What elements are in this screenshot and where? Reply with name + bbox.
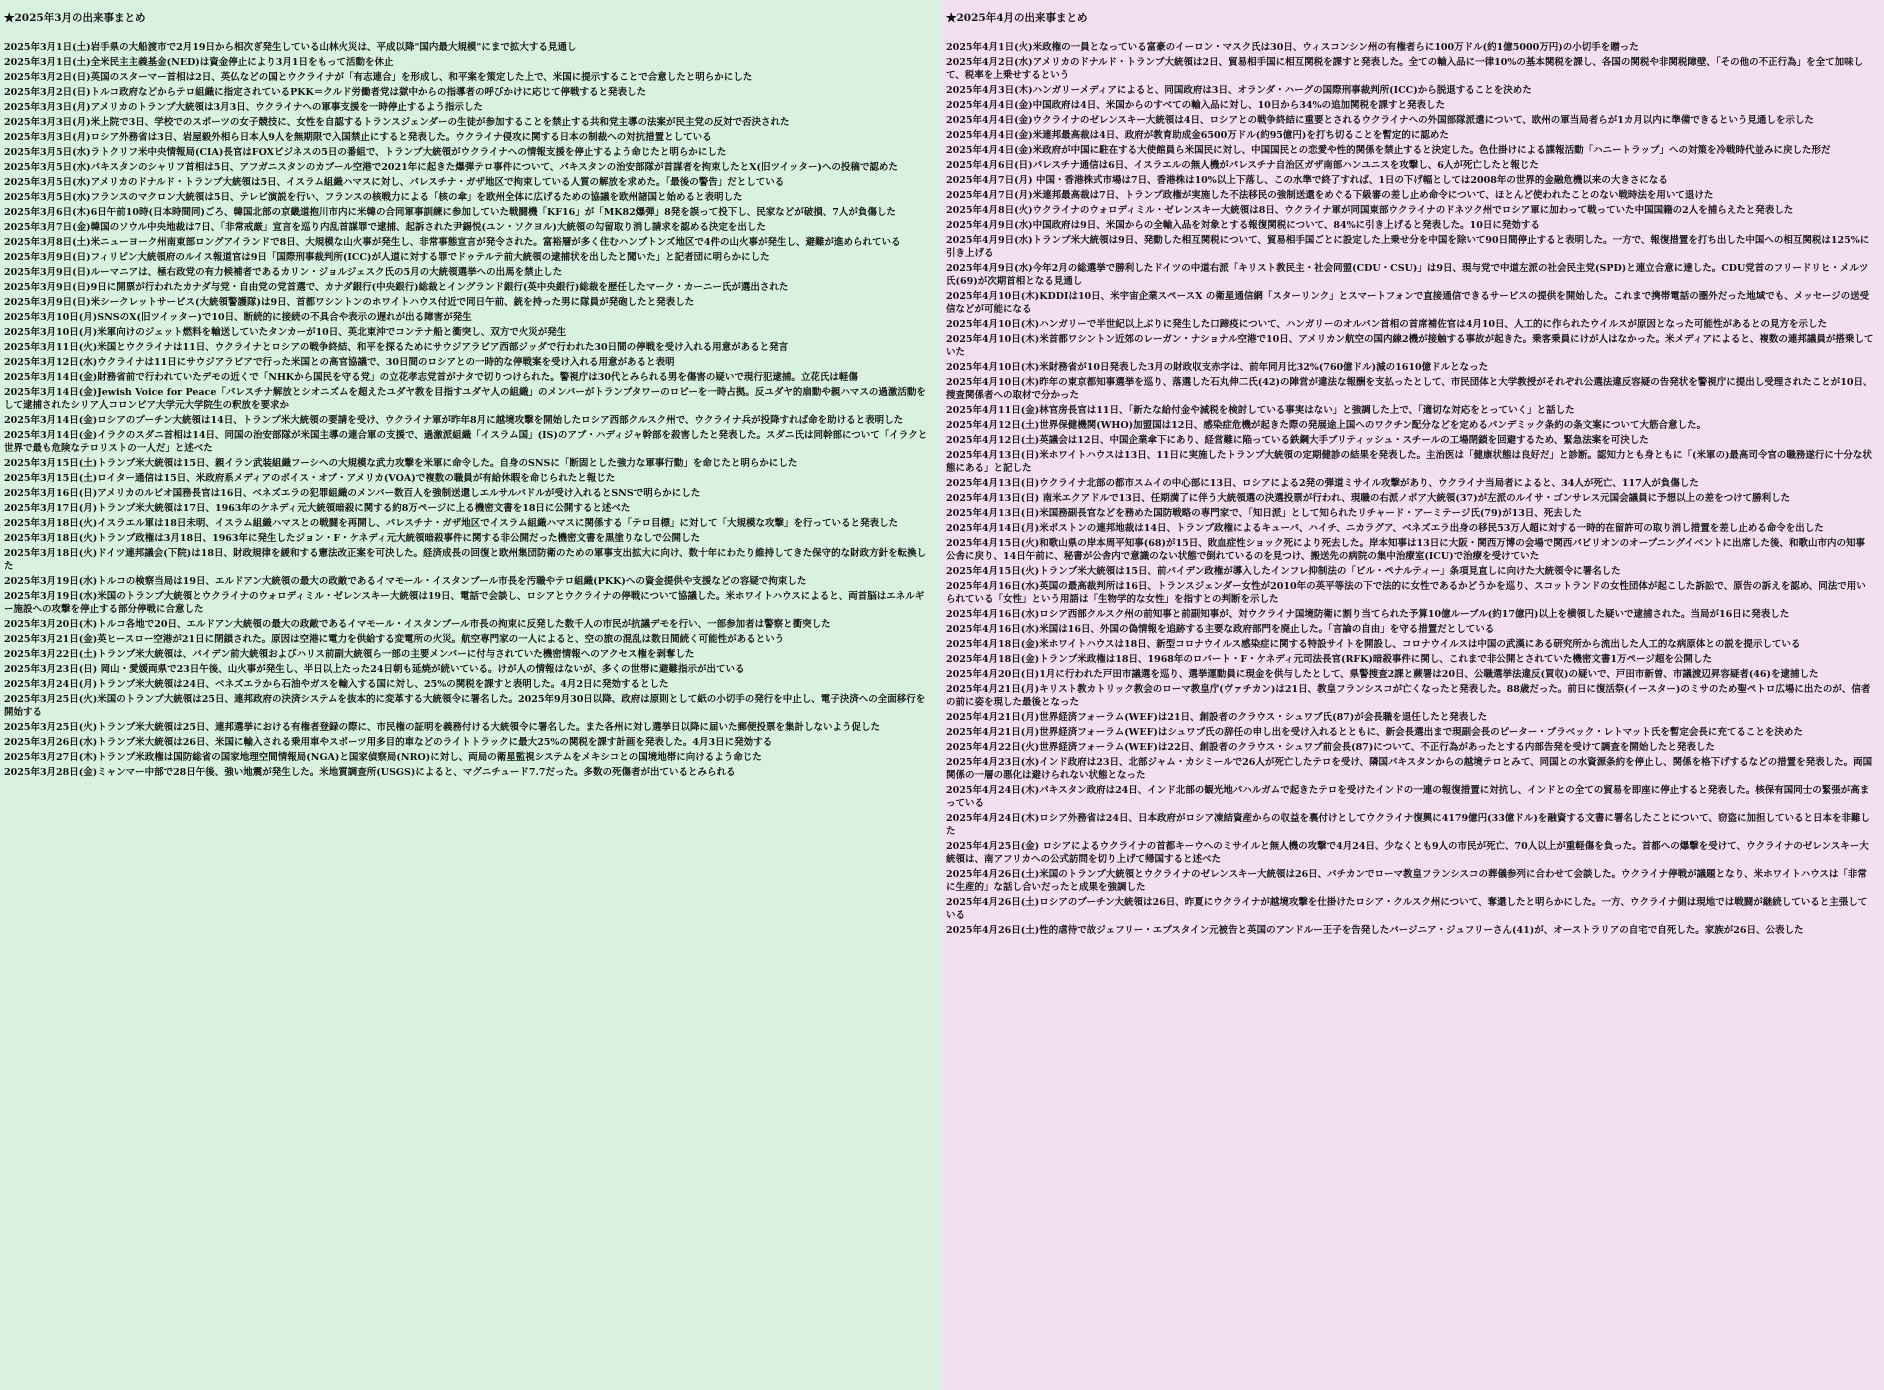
event-entry: 2025年3月16日(日)アメリカのルビオ国務長官は16日、ベネズエラの犯罪組織のメンバー数百人を強制送還しエルサルバドルが受け入れるとSNSで明らかにした [4,488,701,499]
event-entry: 2025年3月10日(月)米軍向けのジェット燃料を輸送していたタンカーが10日、英北東沖でコンテナ船と衝突し、双方で火災が発生 [4,327,567,338]
event-entry: 2025年4月18日(金)米ホワイトハウスは18日、新型コロナウイルス感染症に関する特設サイトを開設し、コロナウイルスは中国の武漢にある研究所から流出した人工的な病原体との説を提示している [946,639,1801,650]
event-entry: 2025年4月16日(水)英国の最高裁判所は16日、トランスジェンダー女性が2010年の英平等法の下で法的に女性であるかどうかを巡り、スコットランドの女性団体が起こした訴訟で、原告の訴えを認め、同法で用いられている「女性」という用語は「生物学的な女性」を指すとの判断を示した [946,581,1866,605]
event-entry: 2025年3月3日(月)ロシア外務省は3日、岩屋毅外相ら日本人9人を無期限で入国禁止にすると発表した。ウクライナ侵攻に関する日本の制裁への対抗措置としている [4,132,712,143]
event-entry: 2025年4月26日(土)ロシアのプーチン大統領は26日、昨夏にウクライナが越境攻撃を仕掛けたロシア・クルスク州について、奪還したと明らかにした。一方、ウクライナ側は現地では戦闘が継続していると主張している [946,897,1868,921]
event-entry: 2025年3月3日(月)米上院で3日、学校でのスポーツの女子競技に、女性を自認するトランスジェンダーの生徒が参加することを禁止する共和党主導の法案が民主党の反対で否決された [4,117,790,128]
event-entry: 2025年3月14日(金)ロシアのプーチン大統領は14日、トランプ米大統領の要請を受け、ウクライナ軍が昨年8月に越境攻撃を開始したロシア西部クルスク州で、ウクライナ兵が投降すれば命を助けると表明した [4,415,904,426]
event-entry: 2025年4月22日(火)世界経済フォーラム(WEF)は22日、創設者のクラウス・シュワブ前会長(87)について、不正行為があったとする内部告発を受けて調査を開始したと発表した [946,742,1715,753]
april-column [942,0,1884,1390]
event-entry: 2025年4月15日(火)トランプ米大統領は15日、前バイデン政権が導入したインフレ抑制法の「ビル・ペナルティー」条項見直しに向けた大統領令に署名した [946,566,1621,577]
event-entry: 2025年4月24日(木)パキスタン政府は24日、インド北部の観光地パハルガムで起きたテロを受けたインドの一連の報復措置に対抗し、インドとの全ての貿易を即座に停止すると発表した。核保有国同士の緊張が高まっている [946,785,1870,809]
event-entry: 2025年4月9日(水)今年2月の総選挙で勝利したドイツの中道右派「キリスト教民主・社会同盟(CDU・CSU)」は9日、現与党で中道左派の社会民主党(SPD)と連立合意に達した。CDU党首のフリードリヒ・メルツ氏(69)が次期首相となる見通し [946,263,1869,287]
event-entry: 2025年3月25日(火)トランプ米大統領は25日、連邦選挙における有権者登録の際に、市民権の証明を義務付ける大統領令に署名した。また各州に対し選挙日以降に届いた郵便投票を集計しないよう促した [4,722,880,733]
event-entry: 2025年4月10日(木)米首都ワシントン近郊のレーガン・ナショナル空港で10日、アメリカン航空の国内線2機が接触する事故が起きた。乗客乗員にけが人はなかった。米メディアによると、複数の連邦議員が搭乗していた [946,334,1874,358]
event-entry: 2025年4月23日(水)インド政府は23日、北部ジャム・カシミールで26人が死亡したテロを受け、隣国パキスタンからの越境テロとみて、同国との水資源条約を停止し、関係を格下げするなどの措置を発表した。両国関係の一層の悪化は避けられない状態となった [946,757,1873,781]
event-entry: 2025年3月14日(金)Jewish Voice for Peace「パレスチナ解放とシオニズムを超えたユダヤ教を目指すユダヤ人の組織」のメンバーがトランプタワーのロビーを一時占拠。反ユダヤ的扇動や親ハマスの過激活動をして逮捕されたシリア人コロンビア大学元大学院生の釈放を要求か [4,387,926,411]
event-entry: 2025年3月18日(火)トランプ政権は3月18日、1963年に発生したジョン・F・ケネディ元大統領暗殺事件に関する非公開だった機密文書を黒塗りなしで公開した [4,533,700,544]
event-entry: 2025年3月27日(木)トランプ米政権は国防総省の国家地理空間情報局(NGA)と国家偵察局(NRO)に対し、両局の衛星監視システムをメキシコとの国境地帯に向けるよう命じた [4,752,762,763]
event-entry: 2025年4月25日(金) ロシアによるウクライナの首都キーウへのミサイルと無人機の攻撃で4月24日、少なくとも9人の市民が死亡、70人以上が重軽傷を負った。首都への爆撃を受けて、ウクライナのゼレンスキー大統領は、南アフリカへの公式訪問を切り上げて帰国すると述べた [946,841,1869,865]
event-entry: 2025年4月13日(日)米ホワイトハウスは13日、11日に実施したトランプ大統領の定期健診の結果を発表した。主治医は「健康状態は良好だ」と診断。認知力とも身ともに「(米軍の)最高司令官の職務遂行に十分な状態にある」と記した [946,450,1872,474]
event-entry: 2025年3月5日(水)パキスタンのシャリフ首相は5日、アフガニスタンのカブール空港で2021年に起きた爆弾テロ事件について、パキスタンの治安部隊が首謀者を拘束したとX(旧ツイッター)への投稿で認めた [4,162,898,173]
event-entry: 2025年4月10日(木)米財務省が10日発表した3月の財政収支赤字は、前年同月比32%(760億ドル)減の1610億ドルとなった [946,362,1489,373]
event-entry: 2025年4月20日(日)1月に行われた戸田市議選を巡り、選挙運動員に現金を供与したとして、県警捜査2課と蕨署は20日、公職選挙法違反(買収)の疑いで、戸田市新曽、市議渡辺昇容疑者(46)を逮捕した [946,669,1819,680]
event-entry: 2025年4月2日(水)アメリカのドナルド・トランプ大統領は2日、貿易相手国に相互関税を課すと発表した。全ての輸入品に一律10%の基本関税を課し、各国の関税や非関税障壁、「その他の不正行為」を全て加味して、税率を上乗せするという [946,57,1864,81]
event-entry: 2025年4月6日(日)パレスチナ通信は6日、イスラエルの無人機がパレスチナ自治区ガザ南部ハンユニスを攻撃し、6人が死亡したと報じた [946,160,1539,171]
april-event-list [946,41,1874,937]
event-entry: 2025年4月1日(火)米政権の一員となっている富豪のイーロン・マスク氏は30日、ウィスコンシン州の有権者らに100万ドル(約1億5000万円)の小切手を贈った [946,42,1639,53]
event-entry: 2025年3月6日(木)6日午前10時(日本時間同)ごろ、韓国北部の京畿道抱川市内に米韓の合同軍事訓練に参加していた戦闘機「KF16」が「MK82爆弾」8発を誤って投下し、民家などが破損、7人が負傷した [4,207,896,218]
event-entry: 2025年3月2日(日)トルコ政府などからテロ組織に指定されているPKK＝クルド労働者党は獄中からの指導者の呼びかけに応じて停戦すると発表した [4,87,647,98]
event-entry: 2025年4月16日(水)ロシア西部クルスク州の前知事と前副知事が、対ウクライナ国境防衛に割り当てられた予算10億ルーブル(約17億円)以上を横領した疑いで逮捕された。当局が16日に発表した [946,609,1790,620]
event-entry: 2025年3月28日(金)ミャンマー中部で28日午後、強い地震が発生した。米地質調査所(USGS)によると、マグニチュード7.7だった。多数の死傷者が出ているとみられる [4,767,736,778]
event-entry: 2025年4月9日(水)トランプ米大統領は9日、発動した相互関税について、貿易相手国ごとに設定した上乗せ分を中国を除いて90日間停止すると表明した。一方で、報復措置を打ち出した中国への相互関税は125%に引き上げる [946,235,1870,259]
march-event-list [4,41,932,779]
event-entry: 2025年3月9日(日)ルーマニアは、極右政党の有力候補者であるカリン・ジョルジェスク氏の5月の大統領選挙への出馬を禁止した [4,267,563,278]
event-entry: 2025年4月14日(月)米ボストンの連邦地裁は14日、トランプ政権によるキューバ、ハイチ、ニカラグア、ベネズエラ出身の移民53万人超に対する一時的在留許可の取り消し措置を差し止める命令を出した [946,523,1824,534]
event-entry: 2025年3月3日(月)アメリカのトランプ大統領は3月3日、ウクライナへの軍事支援を一時停止するよう指示した [4,102,483,113]
event-entry: 2025年4月8日(火)ウクライナのウォロディミル・ゼレンスキー大統領は8日、ウクライナ軍が同国東部ウクライナのドネツク州でロシア軍に加わって戦っていた中国国籍の2人を捕らえたと発表した [946,205,1794,216]
event-entry: 2025年4月13日(日) 南米エクアドルで13日、任期満了に伴う大統領選の決選投票が行われ、現職の右派ノボア大統領(37)が左派のルイサ・ゴンサレス元国会議員に予想以上の差をつけて勝利した [946,493,1791,504]
event-entry: 2025年3月7日(金)韓国のソウル中央地裁は7日、「非常戒厳」宣言を巡り内乱首謀罪で逮捕、起訴された尹錫悦(ユン・ソクヨル)大統領の勾留取り消し請求を認める決定を出した [4,222,766,233]
event-entry: 2025年3月5日(水)ラトクリフ米中央情報局(CIA)長官はFOXビジネスの5日の番組で、トランプ大統領がウクライナへの情報支援を停止するよう命じたと明らかにした [4,147,727,158]
april-title: ★2025年4月の出来事まとめ [946,12,1088,24]
event-entry: 2025年4月13日(日)ウクライナ北部の都市スムイの中心部に13日、ロシアによる2発の弾道ミサイル攻撃があり、ウクライナ当局者によると、34人が死亡、117人が負傷した [946,478,1699,489]
event-entry: 2025年4月15日(火)和歌山県の岸本周平知事(68)が15日、敗血症性ショック死により死去した。岸本知事は13日に大阪・関西万博の会場で関西パビリオンのオープニングイベントに出席した後、和歌山市内の知事公舎に戻り、14日午前に、秘書が公舎内で意識のない状態で倒れているのを見つけ、搬送先の病院の集中治療室(ICU)で治療を受けていた [946,538,1866,562]
event-entry: 2025年4月10日(木)KDDIは10日、米宇宙企業スペースX の衛星通信網「スターリンク」とスマートフォンで直接通信できるサービスの提供を開始した。これまで携帯電話の圏外だった地域でも、メッセージの送受信などが可能になる [946,291,1870,315]
event-entry: 2025年3月19日(水)米国のトランプ大統領とウクライナのウォロディミル・ゼレンスキー大統領は19日、電話で会談し、ロシアとウクライナの停戦について協議した。米ホワイトハウスによると、両首脳はエネルギー施設への攻撃を停止する部分停戦に合意した [4,591,925,615]
event-entry: 2025年3月1日(土)岩手県の大船渡市で2月19日から相次ぎ発生している山林火災は、平成以降"国内最大規模"にまで拡大する見通し [4,42,577,53]
event-entry: 2025年4月18日(金)トランプ米政権は18日、1968年のロバート・F・ケネディ元司法長官(RFK)暗殺事件に関し、これまで非公開とされていた機密文書1万ページ超を公開した [946,654,1712,665]
event-entry: 2025年3月12日(水)ウクライナは11日にサウジアラビアで行った米国との高官協議で、30日間のロシアとの一時的な停戦案を受け入れる用意があると表明 [4,357,675,368]
event-entry: 2025年4月21日(月)キリスト教カトリック教会のローマ教皇庁(ヴァチカン)は21日、教皇フランシスコが亡くなったと発表した。88歳だった。前日に復活祭(イースター)のミサのため聖ペトロ広場に出たのが、信者の前に姿を現した最後となった [946,684,1871,708]
event-entry: 2025年4月4日(金)米政府が中国に駐在する大使館員ら米国民に対し、中国国民との恋愛や性的関係を禁止すると決定した。色仕掛けによる諜報活動「ハニートラップ」への対策を冷戦時代並みに戻した形だ [946,145,1831,156]
event-entry: 2025年3月19日(水)トルコの検察当局は19日、エルドアン大統領の最大の政敵であるイマモール・イスタンブール市長を汚職やテロ組織(PKK)への資金提供や支援などの容疑で拘束した [4,576,807,587]
event-entry: 2025年3月5日(水)フランスのマクロン大統領は5日、テレビ演説を行い、フランスの核戦力による「核の傘」を欧州全体に広げるための協議を欧州諸国と始めると表明した [4,192,743,203]
event-entry: 2025年3月20日(木)トルコ各地で20日、エルドアン大統領の最大の政敵であるイマモール・イスタンブール市長の拘束に反発した数千人の市民が抗議デモを行い、一部参加者は警察と衝突した [4,619,831,630]
event-entry: 2025年3月11日(火)米国とウクライナは11日、ウクライナとロシアの戦争終結、和平を探るためにサウジアラビア西部ジッダで行われた30日間の停戦を受け入れる用意があると発言 [4,342,789,353]
event-entry: 2025年4月4日(金)米連邦最高裁は4日、政府が教育助成金6500万ドル(約95億円)を打ち切ることを暫定的に認めた [946,130,1449,141]
event-entry: 2025年4月7日(月)米連邦最高裁は7日、トランプ政権が実施した不法移民の強制送還をめぐる下級審の差し止め命令について、ほとんど使われたことのない戦時法を用いて退けた [946,190,1714,201]
event-entry: 2025年3月26日(水)トランプ米大統領は26日、米国に輸入される乗用車やスポーツ用多目的車などのライトトラックに最大25%の関税を課す計画を発表した。4月3日に発効する [4,737,773,748]
event-entry: 2025年4月12日(土)世界保健機関(WHO)加盟国は12日、感染症危機が起きた際の発展途上国へのワクチン配分などを定めるパンデミック条約の条文案について大筋合意した。 [946,420,1707,431]
event-entry: 2025年3月2日(日)英国のスターマー首相は2日、英仏などの国とウクライナが「有志連合」を形成し、和平案を策定した上で、米国に提示することで合意したと明らかにした [4,72,753,83]
event-entry: 2025年4月11日(金)林官房長官は11日、「新たな給付金や減税を検討している事実はない」と強調した上で、「適切な対応をとっていく」と話した [946,405,1575,416]
event-entry: 2025年3月14日(金)財務省前で行われていたデモの近くで「NHKから国民を守る党」の立花孝志党首がナタで切りつけられた。警視庁は30代とみられる男を傷害の疑いで現行犯逮捕。立花氏は軽傷 [4,372,858,383]
event-entry: 2025年4月4日(金)ウクライナのゼレンスキー大統領は4日、ロシアとの戦争終結に重要とされるウクライナへの外国部隊派遣について、欧州の軍当局者らが1カ月以内に準備できるという見通しを示した [946,115,1814,126]
event-entry: 2025年3月14日(金)イラクのスダニ首相は14日、同国の治安部隊が米国主導の連合軍の支援で、過激派組織「イスラム国」(IS)のアブ・ハディジャ幹部を殺害したと発表した。スダニ氏は同幹部について「イラクと世界で最も危険なテロリストの一人だ」と述べた [4,430,928,454]
event-entry: 2025年3月8日(土)米ニューヨーク州南東部ロングアイランドで8日、大規模な山火事が発生し、非常事態宣言が発令された。富裕層が多く住むハンプトンズ地区で4件の山火事が発生し、避難が進められている [4,237,901,248]
event-entry: 2025年3月9日(日)米シークレットサービス(大統領警護隊)は9日、首都ワシントンのホワイトハウス付近で同日午前、銃を持った男に隊員が発砲したと発表した [4,297,695,308]
event-entry: 2025年4月10日(木)ハンガリーで半世紀以上ぶりに発生した口蹄疫について、ハンガリーのオルバン首相の首席補佐官は4月10日、人工的に作られたウイルスが原因となった可能性があるとの見方を示した [946,319,1827,330]
event-entry: 2025年3月18日(火)イスラエル軍は18日未明、イスラム組織ハマスとの戦闘を再開し、パレスチナ・ガザ地区でイスラム組織ハマスに関係する「テロ目標」に対して「大規模な攻撃」を行っていると発表した [4,518,899,529]
event-entry: 2025年4月12日(土)英議会は12日、中国企業傘下にあり、経営難に陥っている鉄鋼大手ブリティッシュ・スチールの工場閉鎖を回避するため、緊急法案を可決した [946,435,1649,446]
event-entry: 2025年3月22日(土)トランプ米大統領は、バイデン前大統領およびハリス前副大統領ら一部の主要メンバーに付与されていた機密情報へのアクセス権を剥奪した [4,649,695,660]
event-entry: 2025年4月16日(水)米国は16日、外国の偽情報を追跡する主要な政府部門を廃止した。「言論の自由」を守る措置だとしている [946,624,1495,635]
event-entry: 2025年3月9日(日)フィリピン大統領府のルイス報道官は9日「国際刑事裁判所(ICC)が人道に対する罪でドゥテルテ前大統領の逮捕状を出したと聞いた」と記者団に明らかにした [4,252,770,263]
event-entry: 2025年3月15日(土)ロイター通信は15日、米政府系メディアのボイス・オブ・アメリカ(VOA)で複数の職員が有給休暇を命じられたと報じた [4,473,616,484]
event-entry: 2025年3月9日(日)9日に開票が行われたカナダ与党・自由党の党首選で、カナダ銀行(中央銀行)総裁とイングランド銀行(英中央銀行)総裁を歴任したマーク・カーニー氏が選出された [4,282,789,293]
event-entry: 2025年3月25日(火)米国のトランプ大統領は25日、連邦政府の決済システムを抜本的に変革する大統領令に署名した。2025年9月30日以降、政府は原則として紙の小切手の発行を中止し、電子決済への全面移行を開始する [4,694,926,718]
event-entry: 2025年3月5日(水)アメリカのドナルド・トランプ大統領は5日、イスラム組織ハマスに対し、パレスチナ・ガザ地区で拘束している人質の解放を求めた。「最後の警告」だとしている [4,177,785,188]
event-entry: 2025年4月21日(月)世界経済フォーラム(WEF)は21日、創設者のクラウス・シュワブ氏(87)が会長職を退任したと発表した [946,712,1488,723]
event-entry: 2025年3月18日(火)ドイツ連邦議会(下院)は18日、財政規律を緩和する憲法改正案を可決した。経済成長の回復と欧州集団防衛のための軍事支出拡大に向け、数十年にわたり維持してきた保守的な財政方針を転換した [4,548,927,572]
event-entry: 2025年4月13日(日)米国務副長官などを務めた国防戦略の専門家で、「知日派」として知られたリチャード・アーミテージ氏(79)が13日、死去した [946,508,1582,519]
event-entry: 2025年4月21日(月)世界経済フォーラム(WEF)はシュワブ氏の辞任の申し出を受け入れるとともに、新会長選出まで現副会長のピーター・ブラベック・レトマット氏を暫定会長に充てることを決めた [946,727,1803,738]
event-entry: 2025年3月10日(月)SNSのX(旧ツイッター)で10日、断続的に接続の不具合や表示の遅れが出る障害が発生 [4,312,472,323]
event-entry: 2025年3月17日(月)トランプ米大統領は17日、1963年のケネディ元大統領暗殺に関する約8万ページに上る機密文書を18日に公開すると述べた [4,503,631,514]
event-entry: 2025年4月7日(月) 中国・香港株式市場は7日、香港株は10%以上下落し、この水準で終了すれば、1日の下げ幅としては2008年の世界的金融危機以来の大きさになる [946,175,1668,186]
event-entry: 2025年4月26日(土)米国のトランプ大統領とウクライナのゼレンスキー大統領は26日、バチカンでローマ教皇フランシスコの葬儀参列に合わせて会談した。ウクライナ停戦が議題となり、米ホワイトハウスは「非常に生産的」な話し合いだったと成果を強調した [946,869,1867,893]
event-entry: 2025年3月21日(金)英ヒースロー空港が21日に閉鎖された。原因は空港に電力を供給する変電所の火災。航空専門家の一人によると、空の旅の混乱は数日間続く可能性があるという [4,634,785,645]
event-entry: 2025年3月23日(日) 岡山・愛媛両県で23日午後、山火事が発生し、半日以上たった24日朝も延焼が続いている。けが人の情報はないが、多くの世帯に避難指示が出ている [4,664,745,675]
event-entry: 2025年3月15日(土)トランプ米大統領は15日、親イラン武装組織フーシへの大規模な武力攻撃を米軍に命令した。自身のSNSに「断固とした強力な軍事行動」を命じたと明らかにした [4,458,798,469]
event-entry: 2025年4月10日(木)昨年の東京都知事選挙を巡り、落選した石丸伸二氏(42)の陣営が違法な報酬を支払ったとして、市民団体と大学教授がそれぞれ公選法違反容疑の告発状を警視庁に提出し受理されたことが10日、捜査関係者への取材で分かった [946,377,1873,401]
event-entry: 2025年3月24日(月)トランプ米大統領は24日、ベネズエラから石油やガスを輸入する国に対し、25%の関税を課すと表明した。4月2日に発効するとした [4,679,669,690]
event-entry: 2025年4月24日(木)ロシア外務省は24日、日本政府がロシア凍結資産からの収益を裏付けとしてウクライナ復興に4179億円(33億ドル)を融資する文書に署名したことについて、窃盗に加担していると日本を非難した [946,813,1870,837]
event-entry: 2025年4月26日(土)性的虐待で故ジェフリー・エプスタイン元被告と英国のアンドルー王子を告発したバージニア・ジュフリーさん(41)が、オーストラリアの自宅で自死した。家族が26日、公表した [946,925,1804,936]
march-title: ★2025年3月の出来事まとめ [4,12,146,24]
event-entry: 2025年4月9日(水)中国政府は9日、米国からの全輸入品を対象とする報復関税について、84%に引き上げると発表した。10日に発効する [946,220,1540,231]
event-entry: 2025年4月3日(木)ハンガリーメディアによると、同国政府は3日、オランダ・ハーグの国際刑事裁判所(ICC)から脱退することを決めた [946,85,1532,96]
event-entry: 2025年4月4日(金)中国政府は4日、米国からのすべての輸入品に対し、10日から34%の追加関税を課すと発表した [946,100,1446,111]
event-entry: 2025年3月1日(土)全米民主主義基金(NED)は資金停止により3月1日をもって活動を休止 [4,57,394,68]
